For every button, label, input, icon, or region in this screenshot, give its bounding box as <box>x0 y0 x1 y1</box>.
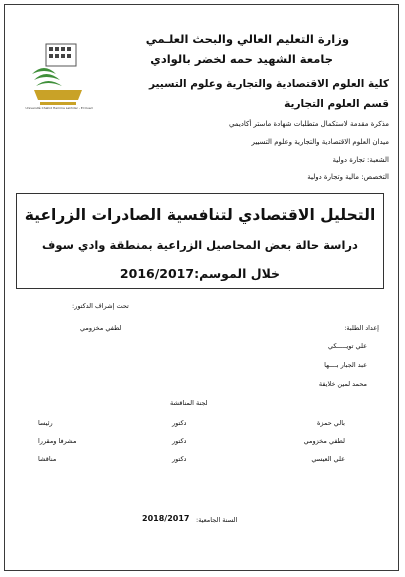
memo-field: ميدان العلوم الاقتصادية والتجارية وعلوم التسيير <box>251 138 389 146</box>
supervision-label: تحت إشراف الدكتور: <box>72 302 129 310</box>
season-title: خلال الموسم:2016/2017 <box>119 266 281 281</box>
student-name-3: محمد لمين خلايفة <box>318 380 367 388</box>
committee-name-1: بالي حمزة <box>316 419 345 427</box>
university-heading: جامعة الشهيد حمه لخضر بالوادي <box>150 52 333 66</box>
committee-role-3: مناقشا <box>38 455 57 463</box>
student-name-2: عبد الجبار بــــها <box>324 361 367 369</box>
logo-emblem-icon <box>30 40 86 112</box>
committee-name-3: علي العيسي <box>311 455 345 463</box>
memo-branch: الشعبة: تجارة دولية <box>332 156 389 164</box>
university-logo <box>25 40 93 112</box>
committee-role-2: مشرفا ومقررا <box>38 437 77 445</box>
supervisor-name: لطفي مخزومي <box>80 324 122 332</box>
year-label: السنة الجامعية: <box>196 516 238 524</box>
committee-grade-1: دكتور <box>172 419 187 427</box>
year-value: 2018/2017 <box>142 514 190 523</box>
committee-role-1: رئيسا <box>38 419 53 427</box>
memo-specialty: التخصص: مالية وتجارة دولية <box>307 173 389 181</box>
memo-purpose: مذكرة مقدمة لاستكمال متطلبات شهادة ماستر أكاديمي <box>228 120 389 128</box>
sub-title: دراسة حالة بعض المحاصيل الزراعية بمنطقة وادي سوف <box>42 238 358 252</box>
faculty-heading: كلية العلوم الاقتصادية والتجارية وعلوم التسيير <box>148 78 389 90</box>
committee-label: لجنة المناقشة <box>170 399 208 407</box>
main-title: التحليل الاقتصادي لتنافسية الصادرات الزراعية <box>24 206 376 224</box>
committee-grade-2: دكتور <box>172 437 187 445</box>
students-label: إعداد الطلبة: <box>344 324 379 332</box>
ministry-heading: وزارة التعليم العالي والبحث العلـمي <box>145 32 349 46</box>
student-name-1: علي تويـــــكي <box>327 342 367 350</box>
department-heading: قسم العلوم التجارية <box>284 98 389 110</box>
logo-caption: Université Chahid Hamma Lakhdar - El Oued <box>25 106 93 110</box>
committee-name-2: لطفي مخزومي <box>303 437 345 445</box>
committee-grade-3: دكتور <box>172 455 187 463</box>
